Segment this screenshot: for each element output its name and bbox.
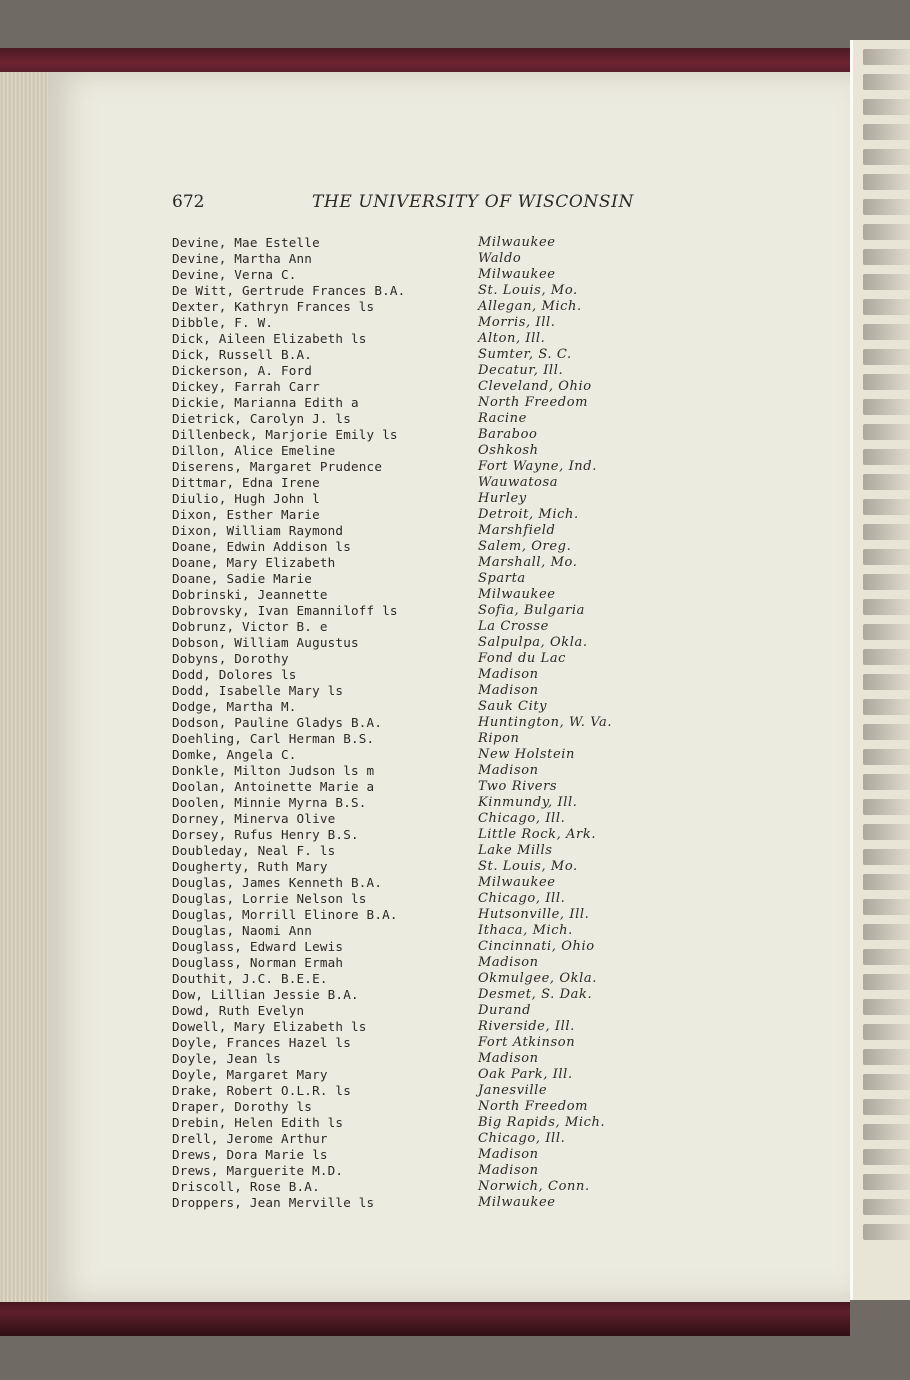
entry-name: Douglas, Morrill Elinore B.A.: [172, 907, 398, 922]
entry-name: Dobrovsky, Ivan Emanniloff ls: [172, 603, 398, 618]
entry-place: Sauk City: [478, 699, 548, 714]
entry-place: Ripon: [478, 731, 520, 746]
facing-page-text-fragment: [863, 824, 910, 840]
entry-name: Dick, Russell B.A.: [172, 347, 313, 362]
entry-place: Milwaukee: [478, 235, 556, 250]
facing-page-text-fragment: [863, 799, 910, 815]
facing-page-text-fragment: [863, 424, 910, 440]
entry-name: Dietrick, Carolyn J. ls: [172, 411, 351, 426]
facing-page-text-fragment: [863, 1199, 910, 1215]
entry-name: Douglas, James Kenneth B.A.: [172, 875, 383, 890]
entry-place: Chicago, Ill.: [478, 891, 566, 906]
entry-name: Donkle, Milton Judson ls m: [172, 763, 375, 778]
running-head-title: THE UNIVERSITY OF WISCONSIN: [312, 192, 634, 212]
entry-place: Chicago, Ill.: [478, 811, 566, 826]
entry-place: La Crosse: [478, 619, 549, 634]
facing-page-text-fragment: [863, 1099, 910, 1115]
facing-page-text-fragment: [863, 674, 910, 690]
entry-place: Little Rock, Ark.: [478, 827, 597, 842]
entry-place: Decatur, Ill.: [478, 363, 564, 378]
facing-page-text-fragment: [863, 724, 910, 740]
directory-entry: [172, 363, 642, 379]
entry-place: Marshall, Mo.: [478, 555, 578, 570]
facing-page-text-fragment: [863, 74, 910, 90]
entry-name: Doane, Mary Elizabeth: [172, 555, 336, 570]
entry-place: Fort Atkinson: [478, 1035, 576, 1050]
entry-name: Domke, Angela C.: [172, 747, 297, 762]
entry-name: Dorsey, Rufus Henry B.S.: [172, 827, 359, 842]
facing-page-text-fragment: [863, 524, 910, 540]
entry-place: Fort Wayne, Ind.: [478, 459, 597, 474]
entry-place: Madison: [478, 683, 539, 698]
entry-name: Doyle, Margaret Mary: [172, 1067, 328, 1082]
entry-name: Dodge, Martha M.: [172, 699, 297, 714]
facing-page-text-fragment: [863, 924, 910, 940]
entry-place: Milwaukee: [478, 587, 556, 602]
directory-entry: [172, 987, 642, 1003]
directory-entry: [172, 443, 642, 459]
entry-name: Douglass, Norman Ermah: [172, 955, 344, 970]
entry-place: North Freedom: [478, 395, 589, 410]
directory-entry: [172, 523, 642, 539]
entry-name: Draper, Dorothy ls: [172, 1099, 313, 1114]
facing-page-text-fragment: [863, 199, 910, 215]
directory-entry: [172, 539, 642, 555]
entry-name: Dowd, Ruth Evelyn: [172, 1003, 305, 1018]
facing-page-text-fragment: [863, 999, 910, 1015]
facing-page-text-fragment: [863, 624, 910, 640]
directory-entry: [172, 891, 642, 907]
directory-entry: [172, 299, 642, 315]
directory-entry: [172, 795, 642, 811]
facing-page-text-fragment: [863, 599, 910, 615]
entry-name: Driscoll, Rose B.A.: [172, 1179, 320, 1194]
entry-place: Sumter, S. C.: [478, 347, 572, 362]
entry-place: Madison: [478, 1147, 539, 1162]
directory-entry: [172, 1163, 642, 1179]
entry-place: Racine: [478, 411, 527, 426]
entry-name: Dixon, William Raymond: [172, 523, 344, 538]
facing-page-text-fragment: [863, 124, 910, 140]
entry-name: Dickey, Farrah Carr: [172, 379, 320, 394]
alumni-directory-list: [172, 235, 642, 1211]
entry-place: Cleveland, Ohio: [478, 379, 592, 394]
entry-name: Dobyns, Dorothy: [172, 651, 289, 666]
directory-entry: [172, 923, 642, 939]
entry-place: Morris, Ill.: [478, 315, 556, 330]
entry-name: Drews, Marguerite M.D.: [172, 1163, 344, 1178]
entry-place: Norwich, Conn.: [478, 1179, 590, 1194]
directory-entry: [172, 763, 642, 779]
directory-entry: [172, 1019, 642, 1035]
facing-page-text-fragment: [863, 1149, 910, 1165]
entry-name: Dougherty, Ruth Mary: [172, 859, 328, 874]
entry-name: Devine, Verna C.: [172, 267, 297, 282]
facing-page-text-fragment: [863, 324, 910, 340]
entry-place: Sparta: [478, 571, 526, 586]
entry-place: Marshfield: [478, 523, 556, 538]
entry-place: Milwaukee: [478, 875, 556, 890]
facing-page-text-fragment: [863, 949, 910, 965]
directory-entry: [172, 395, 642, 411]
facing-page-text-fragment: [863, 1049, 910, 1065]
directory-entry: [172, 1147, 642, 1163]
directory-entry: [172, 651, 642, 667]
directory-entry: [172, 1083, 642, 1099]
entry-place: Huntington, W. Va.: [478, 715, 613, 730]
entry-name: Dobrinski, Jeannette: [172, 587, 328, 602]
entry-place: Madison: [478, 1163, 539, 1178]
entry-name: Dexter, Kathryn Frances ls: [172, 299, 375, 314]
directory-entry: [172, 747, 642, 763]
facing-page-text-fragment: [863, 449, 910, 465]
entry-place: Madison: [478, 763, 539, 778]
entry-place: Hurley: [478, 491, 527, 506]
entry-name: Doolan, Antoinette Marie a: [172, 779, 375, 794]
entry-name: Drebin, Helen Edith ls: [172, 1115, 344, 1130]
entry-place: Wauwatosa: [478, 475, 559, 490]
directory-entry: [172, 251, 642, 267]
entry-place: Oshkosh: [478, 443, 539, 458]
directory-entry: [172, 1099, 642, 1115]
facing-page-text-fragment: [863, 499, 910, 515]
entry-place: Salem, Oreg.: [478, 539, 572, 554]
directory-entry: [172, 827, 642, 843]
entry-name: Dodd, Isabelle Mary ls: [172, 683, 344, 698]
directory-entry: [172, 587, 642, 603]
entry-name: Dibble, F. W.: [172, 315, 274, 330]
entry-place: Lake Mills: [478, 843, 553, 858]
directory-entry: [172, 331, 642, 347]
facing-page-text-fragment: [863, 1024, 910, 1040]
entry-name: Dodd, Dolores ls: [172, 667, 297, 682]
facing-page-text-fragment: [863, 574, 910, 590]
entry-place: Sofia, Bulgaria: [478, 603, 585, 618]
entry-place: Riverside, Ill.: [478, 1019, 575, 1034]
facing-page-text-fragment: [863, 774, 910, 790]
directory-entry: [172, 571, 642, 587]
directory-entry: [172, 1067, 642, 1083]
entry-name: Drell, Jerome Arthur: [172, 1131, 328, 1146]
entry-name: Doolen, Minnie Myrna B.S.: [172, 795, 367, 810]
directory-entry: [172, 1003, 642, 1019]
facing-page-text-fragment: [863, 699, 910, 715]
entry-place: Detroit, Mich.: [478, 507, 579, 522]
facing-page-text-fragment: [863, 299, 910, 315]
entry-name: Dobrunz, Victor B. e: [172, 619, 328, 634]
entry-name: Dobson, William Augustus: [172, 635, 359, 650]
page-number: 672: [172, 192, 205, 212]
facing-page-text-fragment: [863, 1124, 910, 1140]
entry-name: Dillenbeck, Marjorie Emily ls: [172, 427, 398, 442]
entry-place: Madison: [478, 667, 539, 682]
facing-page-text-fragment: [863, 1074, 910, 1090]
facing-page-text-fragment: [863, 224, 910, 240]
entry-place: Madison: [478, 1051, 539, 1066]
entry-place: St. Louis, Mo.: [478, 283, 578, 298]
facing-page-text-fragment: [863, 899, 910, 915]
entry-place: Madison: [478, 955, 539, 970]
facing-page-text-fragment: [863, 849, 910, 865]
facing-page-text-fragment: [863, 474, 910, 490]
entry-name: Dowell, Mary Elizabeth ls: [172, 1019, 367, 1034]
directory-entry: [172, 347, 642, 363]
directory-entry: [172, 731, 642, 747]
facing-page-text-fragment: [863, 99, 910, 115]
facing-page-text-fragment: [863, 349, 910, 365]
entry-name: Doyle, Jean ls: [172, 1051, 281, 1066]
entry-place: Oak Park, Ill.: [478, 1067, 573, 1082]
directory-entry: [172, 971, 642, 987]
entry-place: Salpulpa, Okla.: [478, 635, 588, 650]
facing-page-text-fragment: [863, 49, 910, 65]
entry-place: Fond du Lac: [478, 651, 567, 666]
directory-entry: [172, 1179, 642, 1195]
entry-place: Janesville: [478, 1083, 548, 1098]
entry-name: Dillon, Alice Emeline: [172, 443, 336, 458]
entry-place: Durand: [478, 1003, 532, 1018]
entry-place: Okmulgee, Okla.: [478, 971, 597, 986]
entry-place: Alton, Ill.: [478, 331, 546, 346]
facing-page-text-fragment: [863, 149, 910, 165]
directory-entry: [172, 683, 642, 699]
directory-entry: [172, 1195, 642, 1211]
entry-place: New Holstein: [478, 747, 575, 762]
entry-name: Dickerson, A. Ford: [172, 363, 313, 378]
entry-place: Baraboo: [478, 427, 538, 442]
directory-entry: [172, 715, 642, 731]
entry-name: Doubleday, Neal F. ls: [172, 843, 336, 858]
entry-name: Devine, Mae Estelle: [172, 235, 320, 250]
entry-name: Dodson, Pauline Gladys B.A.: [172, 715, 383, 730]
entry-name: Diserens, Margaret Prudence: [172, 459, 383, 474]
entry-name: De Witt, Gertrude Frances B.A.: [172, 283, 406, 298]
directory-entry: [172, 491, 642, 507]
facing-page-text-fragment: [863, 399, 910, 415]
entry-name: Drake, Robert O.L.R. ls: [172, 1083, 351, 1098]
directory-entry: [172, 555, 642, 571]
entry-place: Ithaca, Mich.: [478, 923, 573, 938]
entry-name: Devine, Martha Ann: [172, 251, 313, 266]
facing-page-text-fragment: [863, 174, 910, 190]
directory-entry: [172, 859, 642, 875]
entry-name: Dickie, Marianna Edith a: [172, 395, 359, 410]
directory-entry: [172, 1115, 642, 1131]
facing-page-text-fragment: [863, 1224, 910, 1240]
entry-name: Doane, Edwin Addison ls: [172, 539, 351, 554]
facing-page-text-fragment: [863, 649, 910, 665]
directory-entry: [172, 507, 642, 523]
entry-place: Two Rivers: [478, 779, 558, 794]
entry-place: Waldo: [478, 251, 522, 266]
directory-entry: [172, 315, 642, 331]
directory-entry: [172, 667, 642, 683]
entry-place: St. Louis, Mo.: [478, 859, 578, 874]
entry-name: Douthit, J.C. B.E.E.: [172, 971, 328, 986]
facing-page-text-fragment: [863, 549, 910, 565]
entry-name: Droppers, Jean Merville ls: [172, 1195, 375, 1210]
entry-name: Douglas, Lorrie Nelson ls: [172, 891, 367, 906]
entry-place: Hutsonville, Ill.: [478, 907, 590, 922]
directory-entry: [172, 459, 642, 475]
directory-entry: [172, 603, 642, 619]
directory-entry: [172, 235, 642, 251]
entry-place: North Freedom: [478, 1099, 589, 1114]
entry-place: Big Rapids, Mich.: [478, 1115, 606, 1130]
facing-page-text-fragment: [863, 249, 910, 265]
entry-name: Drews, Dora Marie ls: [172, 1147, 328, 1162]
entry-place: Desmet, S. Dak.: [478, 987, 593, 1002]
facing-page-text-fragment: [863, 374, 910, 390]
facing-page-edge: [850, 40, 910, 1300]
directory-entry: [172, 379, 642, 395]
entry-name: Dick, Aileen Elizabeth ls: [172, 331, 367, 346]
directory-entry: [172, 907, 642, 923]
directory-entry: [172, 843, 642, 859]
entry-name: Dittmar, Edna Irene: [172, 475, 320, 490]
book-cover-bottom-edge: [0, 1296, 850, 1336]
directory-entry: [172, 811, 642, 827]
directory-entry: [172, 875, 642, 891]
directory-entry: [172, 939, 642, 955]
directory-entry: [172, 427, 642, 443]
directory-entry: [172, 619, 642, 635]
directory-entry: [172, 475, 642, 491]
facing-page-text-fragment: [863, 1174, 910, 1190]
entry-place: Milwaukee: [478, 267, 556, 282]
directory-entry: [172, 635, 642, 651]
facing-page-text-fragment: [863, 974, 910, 990]
facing-page-text-fragment: [863, 874, 910, 890]
entry-name: Diulio, Hugh John l: [172, 491, 320, 506]
directory-entry: [172, 1131, 642, 1147]
entry-name: Dixon, Esther Marie: [172, 507, 320, 522]
directory-entry: [172, 955, 642, 971]
directory-entry: [172, 699, 642, 715]
entry-name: Dorney, Minerva Olive: [172, 811, 336, 826]
entry-name: Dow, Lillian Jessie B.A.: [172, 987, 359, 1002]
entry-place: Milwaukee: [478, 1195, 556, 1210]
directory-entry: [172, 283, 642, 299]
directory-entry: [172, 1051, 642, 1067]
entry-place: Kinmundy, Ill.: [478, 795, 578, 810]
entry-name: Douglass, Edward Lewis: [172, 939, 344, 954]
directory-entry: [172, 1035, 642, 1051]
directory-entry: [172, 267, 642, 283]
facing-page-text-fragment: [863, 274, 910, 290]
entry-name: Douglas, Naomi Ann: [172, 923, 313, 938]
facing-page-text-fragment: [863, 749, 910, 765]
entry-place: Chicago, Ill.: [478, 1131, 566, 1146]
directory-entry: [172, 411, 642, 427]
entry-place: Allegan, Mich.: [478, 299, 582, 314]
entry-name: Doyle, Frances Hazel ls: [172, 1035, 351, 1050]
directory-entry: [172, 779, 642, 795]
entry-name: Doehling, Carl Herman B.S.: [172, 731, 375, 746]
entry-name: Doane, Sadie Marie: [172, 571, 313, 586]
entry-place: Cincinnati, Ohio: [478, 939, 595, 954]
